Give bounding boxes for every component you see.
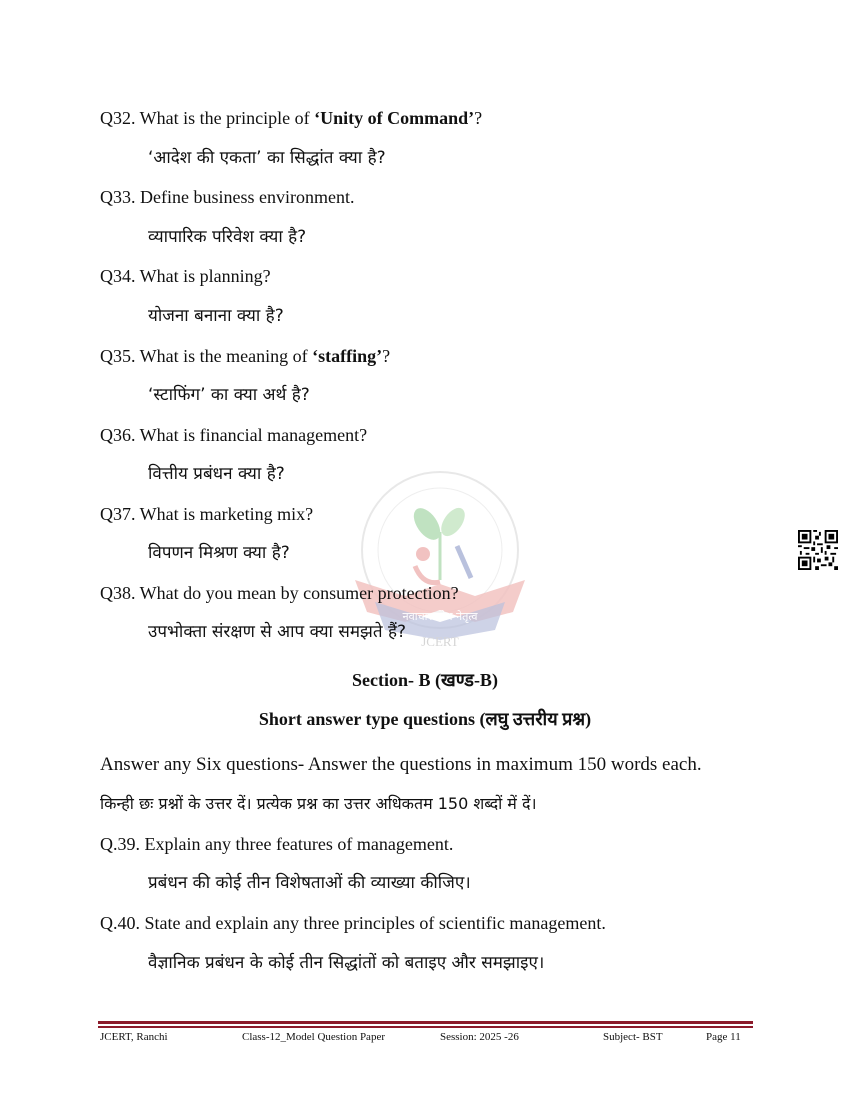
question-text: Q33. Define business environment. <box>100 187 355 207</box>
instruction-english: Answer any Six questions- Answer the questions in maximum 150 words each. <box>100 754 702 775</box>
footer-subject: Subject- BST <box>603 1031 663 1043</box>
question-text: Q32. What is the principle of <box>100 108 315 128</box>
question-keyword: ‘Unity of Command’ <box>314 108 475 128</box>
instruction-hindi: किन्ही छः प्रश्नों के उत्तर दें। प्रत्येक प्रश्न का उत्तर अधिकतम 150 शब्दों में दें। <box>100 794 537 813</box>
watermark-motto: नवाचार शोध नेतृत्व <box>402 610 478 623</box>
qr-code <box>798 530 838 570</box>
question-39-hindi: प्रबंधन की कोई तीन विशेषताओं की व्याख्या कीजिए। <box>148 873 471 893</box>
question-32 <box>100 107 482 129</box>
question-39: Q.39. Explain any three features of management. <box>100 834 454 854</box>
question-35 <box>100 345 390 367</box>
footer-rule-thin <box>98 1026 753 1028</box>
question-37 <box>100 503 313 525</box>
question-40: Q.40. State and explain any three principles of scientific management. <box>100 913 606 933</box>
question-text: Q36. What is financial management? <box>100 425 368 445</box>
footer-session: Session: 2025 -26 <box>440 1031 519 1043</box>
question-34-hindi: योजना बनाना क्या है? <box>148 306 284 326</box>
question-keyword: ‘staffing’ <box>312 346 383 366</box>
question-33 <box>100 186 354 208</box>
question-suffix: ? <box>382 346 391 366</box>
question-36 <box>100 424 367 446</box>
question-35-hindi: ‘स्टाफिंग’ का क्या अर्थ है? <box>148 385 310 405</box>
question-text: Q37. What is marketing mix? <box>100 504 314 524</box>
question-38-hindi: उपभोक्ता संरक्षण से आप क्या समझते हैं? <box>148 622 407 642</box>
question-33-hindi: व्यापारिक परिवेश क्या है? <box>148 227 307 247</box>
footer-page-number: Page 11 <box>706 1031 741 1043</box>
question-37-hindi: विपणन मिश्रण क्या है? <box>148 543 290 563</box>
footer-paper: Class-12_Model Question Paper <box>242 1031 385 1043</box>
question-suffix: ? <box>474 108 483 128</box>
section-title: Section- B (खण्ड-B) <box>352 670 498 690</box>
question-32-hindi: ‘आदेश की एकता’ का सिद्धांत क्या है? <box>148 148 386 168</box>
question-38 <box>100 582 459 604</box>
question-40-hindi: वैज्ञानिक प्रबंधन के कोई तीन सिद्धांतों को बताइए और समझाइए। <box>148 953 545 973</box>
question-34 <box>100 265 271 287</box>
question-text: Q35. What is the meaning of <box>100 346 313 366</box>
question-text: Q38. What do you mean by consumer protection? <box>100 583 459 603</box>
section-subtitle: Short answer type questions (लघु उत्तरीय प्रश्न) <box>258 709 592 729</box>
footer-rule-thick <box>98 1021 753 1024</box>
question-36-hindi: वित्तीय प्रबंधन क्या है? <box>148 464 285 484</box>
footer-org: JCERT, Ranchi <box>100 1031 168 1043</box>
question-text: Q34. What is planning? <box>100 266 271 286</box>
watermark-org: JCERT <box>421 634 459 649</box>
